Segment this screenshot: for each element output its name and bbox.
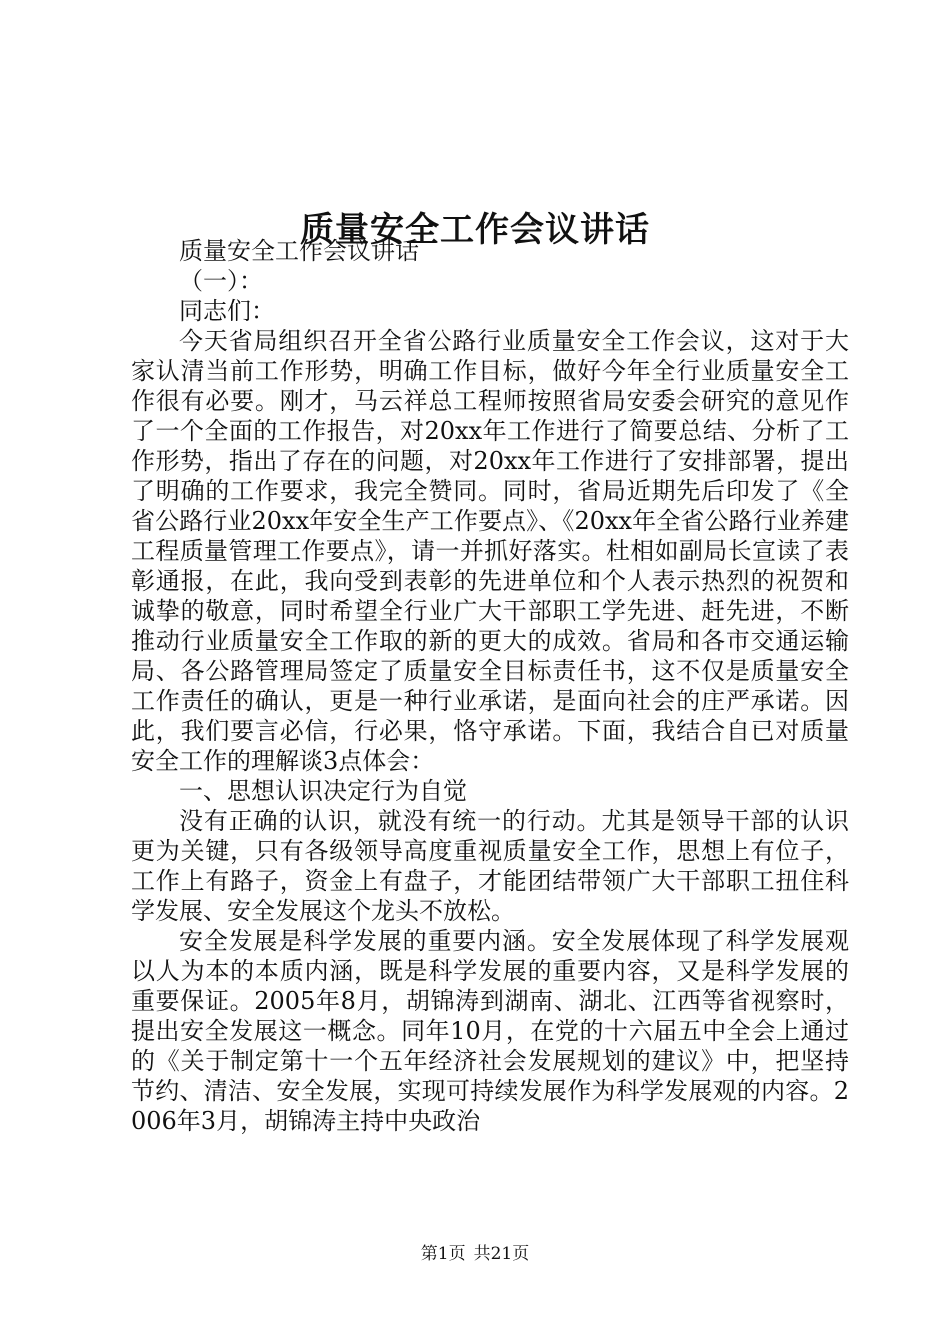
document-title: 质量安全工作会议讲话 xyxy=(300,209,650,250)
salutation-paragraph: 同志们： xyxy=(179,297,275,325)
subtitle-paragraph: 质量安全工作会议讲话 xyxy=(179,237,419,265)
body-paragraph: 没有正确的认识，就没有统一的行动。尤其是领导干部的认识更为关键，只有各级领导高度重视质量安全工作，思想上有位子，工作上有路子，资金上有盘子，才能团结带领广大干部职工扭住科学发展、安全发展这个龙头不放松。 xyxy=(131,807,849,925)
page-total: 共21页 xyxy=(473,1244,530,1264)
page-number: 第1页 xyxy=(420,1244,466,1264)
page-footer xyxy=(0,1243,950,1265)
document-body xyxy=(131,236,849,1136)
section-marker-paragraph: （一）： xyxy=(179,267,263,295)
body-paragraph: 安全发展是科学发展的重要内涵。安全发展体现了科学发展观以人为本的本质内涵，既是科学发展的重要内容，又是科学发展的重要保证。2005年8月，胡锦涛到湖南、湖北、江西等省视察时，提出安全发展这一概念。同年10月，在党的十六届五中全会上通过的《关于制定第十一个五年经济社会发展规划的建议》中，把坚持节约、清洁、安全发展，实现可持续发展作为科学发展观的内容。2006年3月，胡锦涛主持中央政治 xyxy=(131,927,849,1135)
section-heading: 一、思想认识决定行为自觉 xyxy=(179,777,467,805)
body-paragraph: 今天省局组织召开全省公路行业质量安全工作会议，这对于大家认清当前工作形势，明确工作目标，做好今年全行业质量安全工作很有必要。刚才，马云祥总工程师按照省局安委会研究的意见作了一个全面的工作报告，对20xx年工作进行了简要总结、分析了工作形势，指出了存在的问题，对20xx年工作进行了安排部署，提出了明确的工作要求，我完全赞同。同时，省局近期先后印发了《全省公路行业20xx年安全生产工作要点》、《20xx年全省公路行业养建工程质量管理工作要点》，请一并抓好落实。杜相如副局长宣读了表彰通报，在此，我向受到表彰的先进单位和个人表示热烈的祝贺和诚挚的敬意，同时希望全行业广大干部职工学先进、赶先进，不断推动行业质量安全工作取的新的更大的成效。省局和各市交通运输局、各公路管理局签定了质量安全目标责任书，这不仅是质量安全工作责任的确认，更是一种行业承诺，是面向社会的庄严承诺。因此，我们要言必信，行必果，恪守承诺。下面，我结合自已对质量安全工作的理解谈3点体会： xyxy=(131,327,849,775)
